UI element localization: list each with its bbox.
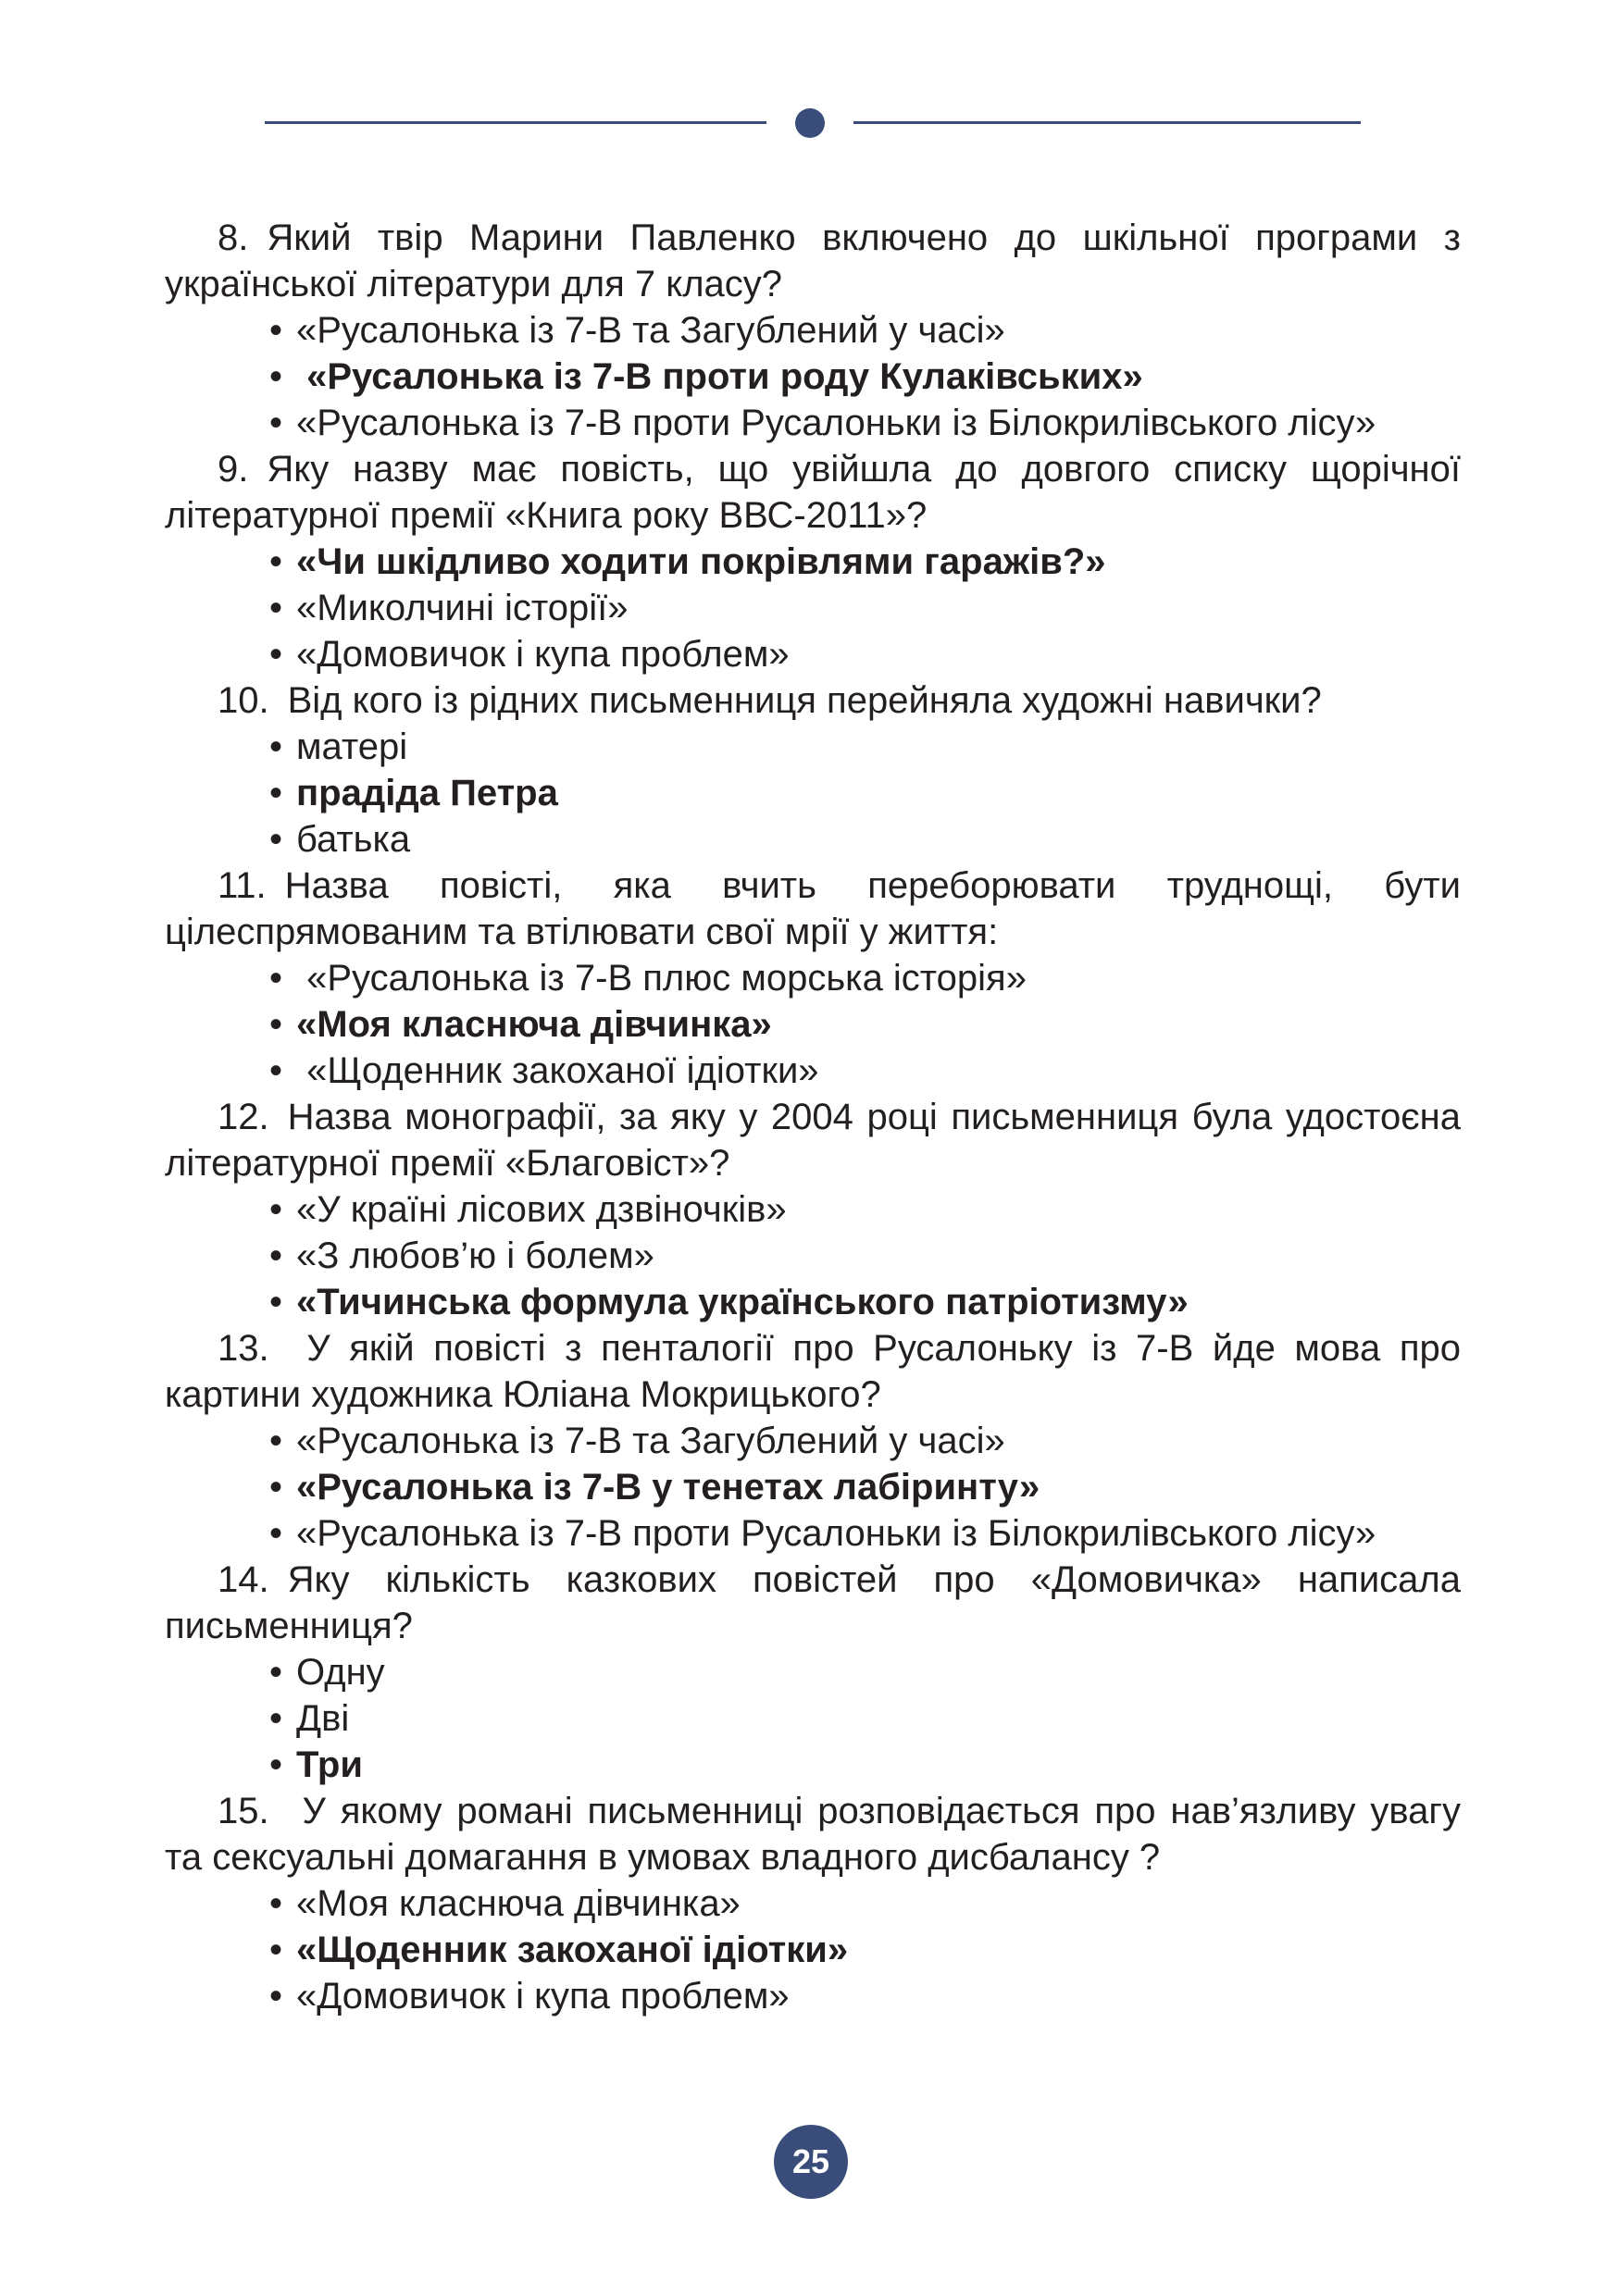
answer-option-correct (269, 1464, 1461, 1510)
bullet-icon: • (269, 958, 283, 999)
answer-option-correct (269, 1279, 1461, 1325)
answer-text: «У країні лісових дзвіночків» (296, 1189, 787, 1230)
bullet-icon: • (269, 541, 283, 582)
bullet-icon: • (269, 726, 283, 767)
answer-text: Три (296, 1744, 363, 1785)
answer-text: «Русалонька із 7-В проти роду Кулаківських» (296, 356, 1143, 397)
answer-text: «Моя класнюча дівчинка» (296, 1004, 772, 1045)
answer-text: «Миколчині історії» (296, 588, 629, 628)
answer-option (269, 955, 1461, 1001)
answer-option-correct (269, 1742, 1461, 1788)
bullet-icon: • (269, 1930, 283, 1970)
bullet-icon: • (269, 588, 283, 628)
answer-option (269, 1186, 1461, 1233)
bullet-icon: • (269, 403, 283, 443)
question-text: У якій повісті з пенталогії про Русалоньку із 7-В йде мова про картини художника Юліана Мокрицького? (165, 1328, 1461, 1415)
answer-list (165, 955, 1461, 1094)
answer-list (165, 307, 1461, 446)
answer-list (165, 539, 1461, 677)
answer-text: «Щоденник закоханої ідіотки» (296, 1050, 819, 1091)
answer-list (165, 724, 1461, 863)
answer-list (165, 1880, 1461, 2019)
question-text: Назва монографії, за яку у 2004 році письменниця була удостоєна літературної премії «Благовіст»? (165, 1097, 1461, 1184)
bullet-icon: • (269, 1744, 283, 1785)
answer-text: «Тичинська формула українського патріотизму» (296, 1282, 1189, 1322)
bullet-icon: • (269, 1235, 283, 1276)
page-number-badge: 25 (774, 2125, 848, 2199)
bullet-icon: • (269, 1698, 283, 1739)
question-text: Яку кількість казкових повістей про «Домовичка» написала письменниця? (165, 1559, 1461, 1646)
bullet-icon: • (269, 1004, 283, 1045)
bullet-icon: • (269, 819, 283, 860)
answer-option-correct (269, 1001, 1461, 1048)
question-8 (165, 215, 1461, 307)
answer-list (165, 1186, 1461, 1325)
answer-option (269, 1649, 1461, 1695)
question-number: 11. (218, 865, 267, 906)
question-11 (165, 863, 1461, 955)
answer-text: «Русалонька із 7-В проти Русалоньки із Білокрилівського лісу» (296, 1513, 1376, 1554)
bullet-icon: • (269, 1189, 283, 1230)
question-15 (165, 1788, 1461, 1880)
header-rule-right (853, 121, 1361, 124)
answer-text: «Домовичок і купа проблем» (296, 634, 790, 675)
question-number: 15. (218, 1791, 269, 1831)
bullet-icon: • (269, 1282, 283, 1322)
bullet-icon: • (269, 310, 283, 351)
question-number: 10. (218, 680, 269, 721)
bullet-icon: • (269, 1976, 283, 2017)
answer-option (269, 724, 1461, 770)
question-number: 14. (218, 1559, 269, 1600)
header-dot (795, 108, 825, 138)
question-14 (165, 1557, 1461, 1649)
bullet-icon: • (269, 1050, 283, 1091)
answer-option-correct (269, 354, 1461, 400)
question-13 (165, 1325, 1461, 1418)
answer-option (269, 1695, 1461, 1742)
answer-text: «Русалонька із 7-В та Загублений у часі» (296, 1421, 1005, 1461)
answer-text: «Домовичок і купа проблем» (296, 1976, 790, 2017)
bullet-icon: • (269, 1883, 283, 1924)
answer-option (269, 631, 1461, 677)
quiz-content (165, 215, 1461, 2019)
answer-option (269, 816, 1461, 863)
bullet-icon: • (269, 356, 283, 397)
answer-option (269, 1233, 1461, 1279)
bullet-icon: • (269, 773, 283, 813)
answer-text: матері (296, 726, 408, 767)
answer-text: Одну (296, 1652, 385, 1693)
question-9 (165, 446, 1461, 539)
answer-option (269, 400, 1461, 446)
answer-text: Дві (296, 1698, 350, 1739)
answer-list (165, 1649, 1461, 1788)
question-12 (165, 1094, 1461, 1186)
answer-text: «Русалонька із 7-В та Загублений у часі» (296, 310, 1005, 351)
answer-option (269, 1880, 1461, 1927)
answer-text: «З любов’ю і болем» (296, 1235, 654, 1276)
answer-option-correct (269, 539, 1461, 585)
bullet-icon: • (269, 634, 283, 675)
answer-text: батька (296, 819, 411, 860)
question-number: 9. (218, 449, 249, 490)
header-rule-left (265, 121, 766, 124)
bullet-icon: • (269, 1421, 283, 1461)
answer-text: «Щоденник закоханої ідіотки» (296, 1930, 849, 1970)
answer-option (269, 585, 1461, 631)
answer-option-correct (269, 1927, 1461, 1973)
answer-option (269, 1048, 1461, 1094)
question-text: Яку назву має повість, що увійшла до довгого списку щорічної літературної премії «Книга року ВВС-2011»? (165, 449, 1461, 536)
answer-text: «Чи шкідливо ходити покрівлями гаражів?» (296, 541, 1106, 582)
question-number: 12. (218, 1097, 269, 1137)
question-text: Який твір Марини Павленко включено до шкільної програми з української літератури для 7 класу? (165, 217, 1461, 304)
question-text: Назва повісті, яка вчить переборювати труднощі, бути цілеспрямованим та втілювати свої мрії у життя: (165, 865, 1461, 952)
answer-option (269, 307, 1461, 354)
answer-list (165, 1418, 1461, 1557)
answer-option (269, 1418, 1461, 1464)
question-10 (165, 677, 1461, 724)
answer-text: прадіда Петра (296, 773, 558, 813)
answer-option (269, 1973, 1461, 2019)
question-number: 8. (218, 217, 249, 258)
question-number: 13. (218, 1328, 269, 1369)
answer-text: «Русалонька із 7-В проти Русалоньки із Білокрилівського лісу» (296, 403, 1376, 443)
bullet-icon: • (269, 1652, 283, 1693)
bullet-icon: • (269, 1467, 283, 1508)
bullet-icon: • (269, 1513, 283, 1554)
answer-text: «Русалонька із 7-В у тенетах лабіринту» (296, 1467, 1040, 1508)
answer-text: «Русалонька із 7-В плюс морська історія» (296, 958, 1027, 999)
question-text: Від кого із рідних письменниця перейняла художні навички? (287, 680, 1322, 721)
answer-option (269, 1510, 1461, 1557)
answer-option-correct (269, 770, 1461, 816)
answer-text: «Моя класнюча дівчинка» (296, 1883, 741, 1924)
question-text: У якому романі письменниці розповідається про нав’язливу увагу та сексуальні домагання в умовах владного дисбалансу ? (165, 1791, 1461, 1878)
